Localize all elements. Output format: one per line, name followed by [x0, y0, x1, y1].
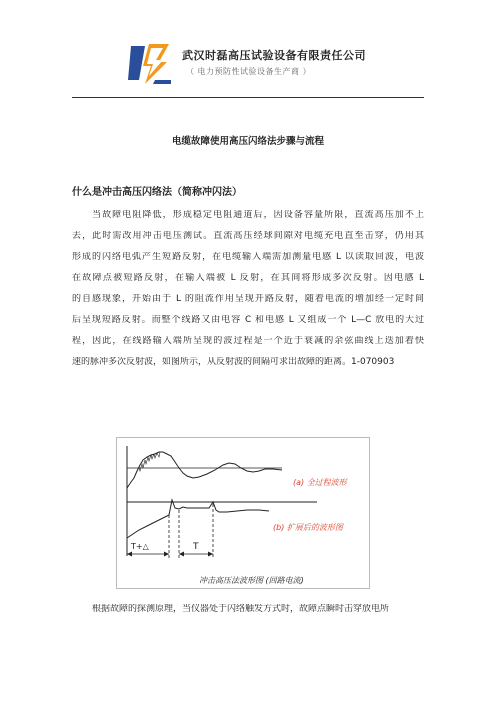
paragraph-line: 形成的闪络电弧产生短路反射，在电缆输入端需加测量电感 L 以读取回波，电波	[72, 252, 424, 262]
waveform-figure	[116, 437, 370, 589]
paragraph-line: 程，因此，在线路输入端所呈现的波过程是一个近于衰减的余弦曲线上迭加着快	[72, 336, 424, 346]
paragraph-line: 根据故障的探测原理，当仪器处于闪络触发方式时，故障点瞬时击穿放电所	[92, 604, 390, 614]
paragraph-line: 在故障点被短路反射，在输入端被 L 反射，在其间将形成多次反射。因电感 L	[72, 273, 424, 283]
label-t: T	[193, 542, 199, 552]
figure-caption: 冲击高压法波形图 (回路电流)	[199, 576, 304, 585]
paragraph-line: 去，此时需改用冲击电压测试。直流高压经球间隙对电缆充电直至击穿，仍用其	[72, 231, 424, 241]
document-title: 电缆故障使用高压闪络法步骤与流程	[171, 136, 324, 147]
paragraph-line: 速的脉冲多次反射波，如图所示，从反射波的间隔可求出故障的距离。1-070903	[72, 357, 395, 367]
company-slogan: （ 电力预防性试验设备生产商 ）	[186, 67, 312, 76]
header-divider	[72, 97, 424, 98]
section-heading: 什么是冲击高压闪络法（简称冲闪法）	[72, 187, 242, 198]
paragraph-line: 的自感现象，开始由于 L 的阻流作用呈现开路反射，随着电流的增加经一定时间	[72, 294, 424, 304]
label-a: (a) 全过程波形	[293, 478, 347, 487]
label-t-delta: T+△	[131, 542, 149, 551]
waveform-diagram	[117, 438, 371, 590]
company-name: 武汉时磊高压试验设备有限责任公司	[182, 49, 366, 62]
after-figure-paragraph	[72, 604, 424, 615]
label-b: (b) 扩展后的波形图	[273, 523, 343, 532]
paragraph-line: 后呈现短路反射。而整个线路又由电容 C 和电感 L 又组成一个 L—C 放电的大过	[72, 315, 424, 325]
company-logo-icon	[125, 40, 173, 86]
body-paragraph	[72, 210, 424, 368]
paragraph-line: 当故障电阻降低，形成稳定电阻通道后，因设备容量所限，直流高压加不上	[92, 210, 424, 220]
